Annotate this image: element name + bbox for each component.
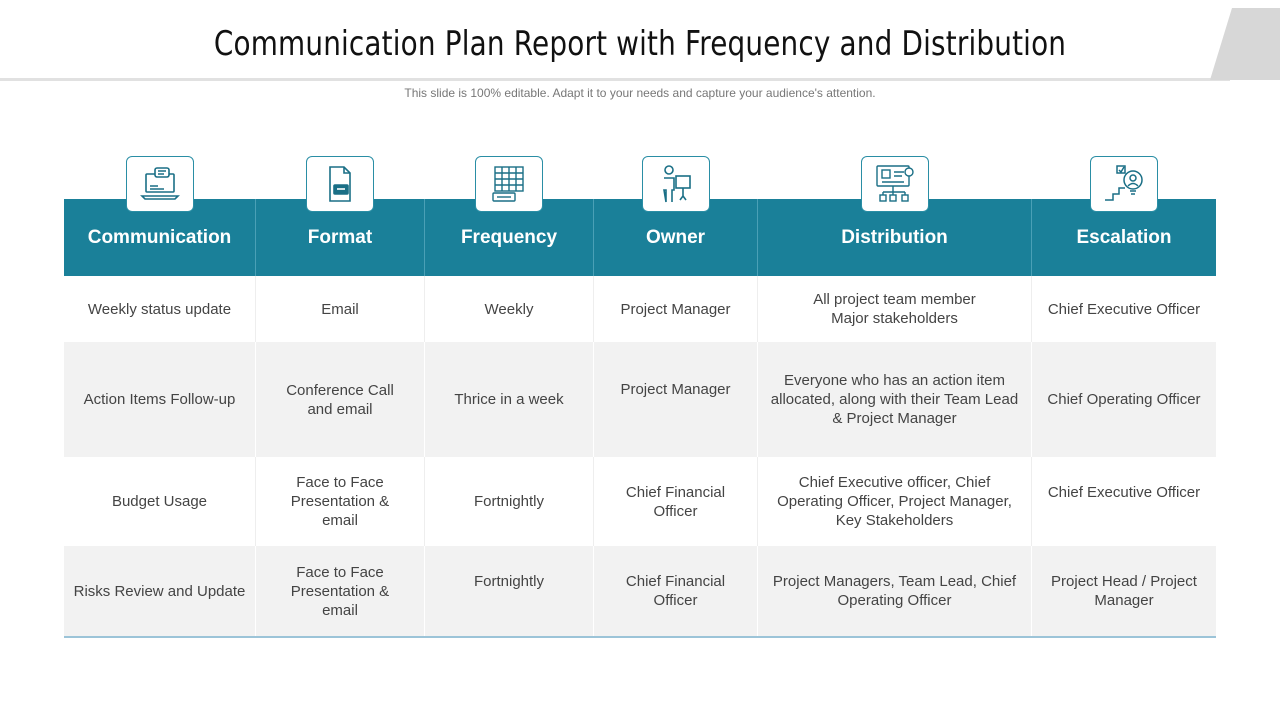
cell-escalation: Chief Executive Officer <box>1047 300 1201 318</box>
cell-escalation: Chief Executive Officer <box>1047 484 1201 501</box>
cell-format: Face to Face Presentation & email <box>256 546 425 636</box>
column-header-communication <box>64 199 256 276</box>
network-screen-icon <box>861 156 929 212</box>
column-header-label: Escalation <box>1076 226 1172 248</box>
laptop-chat-icon <box>126 156 194 212</box>
cell-communication: Weekly status update <box>64 276 256 342</box>
column-header-format <box>256 199 425 276</box>
page-subtitle: This slide is 100% editable. Adapt it to your needs and capture your audience's attention. <box>404 86 876 100</box>
cell-escalation: Project Head / Project Manager <box>1051 573 1197 609</box>
communication-plan-table <box>64 199 1216 638</box>
table-row <box>64 342 1216 457</box>
column-header-frequency <box>425 199 594 276</box>
cell-communication: Action Items Follow-up <box>64 342 256 457</box>
title-band <box>0 0 1280 80</box>
cell-communication: Risks Review and Update <box>64 546 256 636</box>
cell-frequency: Thrice in a week <box>425 342 594 457</box>
cell-distribution: All project team member Major stakeholders <box>758 276 1032 342</box>
column-header-owner <box>594 199 758 276</box>
cell-frequency: Fortnightly <box>425 546 594 636</box>
cell-frequency: Fortnightly <box>425 457 594 546</box>
cell-escalation: Chief Operating Officer <box>1047 391 1201 408</box>
cell-communication: Budget Usage <box>64 457 256 546</box>
calendar-grid-icon <box>475 156 543 212</box>
cell-format: Face to Face Presentation & email <box>256 457 425 546</box>
cell-owner: Project Manager <box>594 342 758 457</box>
cell-distribution: Chief Executive officer, Chief Operating Officer, Project Manager, Key Stakeholders <box>758 457 1032 546</box>
table-header-row <box>64 199 1216 276</box>
title-rule <box>0 78 1230 81</box>
column-header-label: Format <box>307 226 373 248</box>
cell-format: Email <box>256 276 425 342</box>
table-row <box>64 457 1216 546</box>
cell-frequency: Weekly <box>425 276 594 342</box>
column-header-label: Frequency <box>460 226 558 248</box>
column-header-escalation <box>1032 199 1216 276</box>
table-row <box>64 276 1216 342</box>
column-header-label: Communication <box>87 226 232 248</box>
cell-distribution: Project Managers, Team Lead, Chief Operating Officer <box>758 546 1032 636</box>
column-header-label: Owner <box>645 226 706 248</box>
column-header-distribution <box>758 199 1032 276</box>
corner-decoration <box>1210 8 1280 80</box>
idea-stairs-icon <box>1090 156 1158 212</box>
table-row <box>64 546 1216 636</box>
cell-owner: Project Manager <box>594 276 758 342</box>
table-bottom-rule <box>64 636 1216 638</box>
cell-owner: Chief Financial Officer <box>594 457 758 546</box>
cell-distribution: Everyone who has an action item allocated, along with their Team Lead & Project Manager <box>758 342 1032 457</box>
cell-owner: Chief Financial Officer <box>594 546 758 636</box>
document-icon <box>306 156 374 212</box>
presenter-icon <box>642 156 710 212</box>
page-title: Communication Plan Report with Frequency and Distribution <box>213 24 1067 64</box>
column-header-label: Distribution <box>841 226 948 248</box>
cell-format: Conference Call and email <box>256 342 425 457</box>
